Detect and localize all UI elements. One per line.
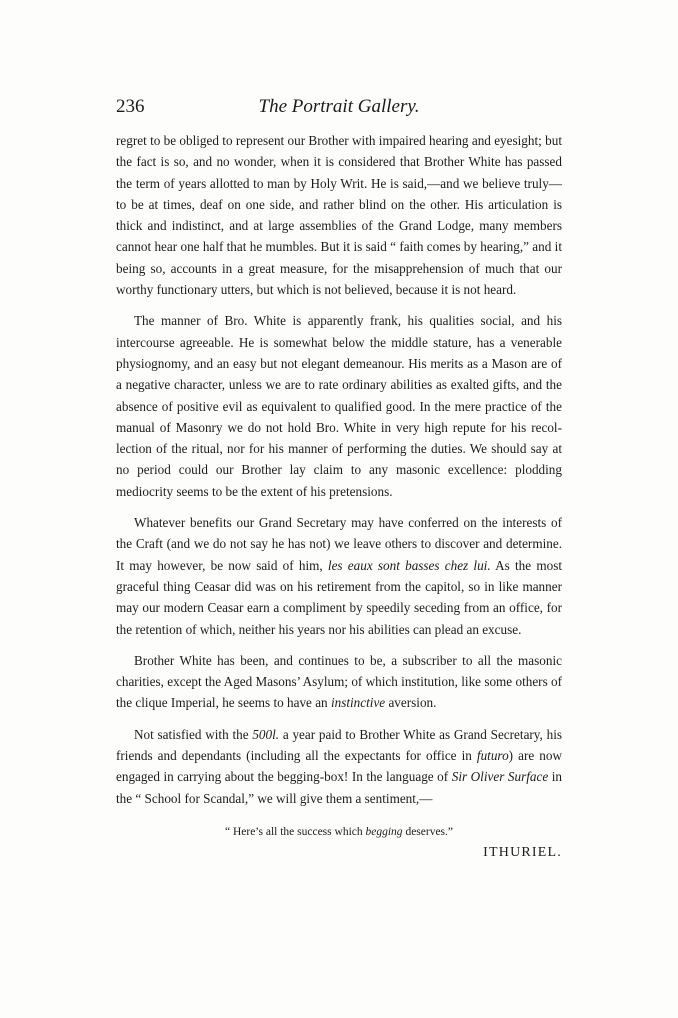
paragraph-4-text-b: aversion. <box>385 695 437 711</box>
paragraph-1 <box>116 130 562 300</box>
page-body <box>116 130 562 861</box>
closing-quote-text-b: deserves.” <box>402 825 454 838</box>
page-header <box>116 96 562 124</box>
running-title: The Portrait Gallery. <box>258 96 420 117</box>
paragraph-5-text-a: Not satisfied with the <box>134 726 253 742</box>
paragraph-5-futuro: futuro <box>476 748 509 764</box>
paragraph-3-text-b: As the most graceful thing Ceasar did was on his retirement from the capitol, so in like manner may our modern Ceasar earn a compliment by speedily seceding from an office, for the retention of which, neither his years nor his abilities can plead an excuse. <box>116 557 562 637</box>
closing-quote <box>116 823 562 841</box>
paragraph-3-text-a: Whatever benefits our Grand Secretary may have conferred on the interests of the Craft (and we do not say he has not) we leave others to discover and determine. It may however, be now said of him, <box>116 515 562 573</box>
paragraph-3-french-phrase: les eaux sont basses chez lui. <box>327 557 491 573</box>
paragraph-4 <box>116 650 562 714</box>
paragraph-5-text-c: ) are now engaged in carrying about the begging-box! In the language of <box>116 748 562 785</box>
paragraph-1-text-a: regret to be obliged to represent our Brother with impaired hearing and eyesight <box>116 133 539 148</box>
page-number: 236 <box>116 96 145 117</box>
paragraph-4-emphasis: instinctive <box>330 695 386 711</box>
paragraph-3 <box>116 512 562 640</box>
author-signature: ITHURIEL. <box>483 844 562 860</box>
paragraph-5-amount: 500l. <box>252 726 280 742</box>
closing-quote-emphasis: begging <box>365 825 403 838</box>
paragraph-5-text-b: a year paid to Brother White as Grand Secretary, his friends and dependants (including all the expectants for office in <box>116 726 562 764</box>
closing-quote-text-a: “ Here’s all the success which <box>224 825 366 838</box>
paragraph-4-text-a: Brother White has been, and continues to be, a subscriber to all the masonic charities, except the Aged Masons’ Asylum; of which institution, like some others of the clique Imperial, he seems to have an <box>116 652 562 711</box>
paragraph-5 <box>116 724 562 809</box>
paragraph-2: The manner of Bro. White is apparently frank, his qualities social, and his intercourse agreeable. He is somewhat below the middle stature, has a venerable physiognomy, and an easy but not elegant demeanour. His merits as a Mason are of a negative character, unless we are to rate ordinary abilities as exalted gifts, and the absence of positive evil as equivalent to qualified good. In the mere practice of the manual of Masonry we do not hold Bro. White in very high repute for his recollection of the ritual, nor for his manner of performing the duties. We should say at no period could our Brother lay claim to any masonic excellence: plodding mediocrity seems to be the extent of his pretensions. <box>116 313 562 499</box>
paragraph-5-character-name: Sir Oliver Surface <box>451 769 549 785</box>
paragraph-1-text-b: ; but the fact is so, and no wonder, when it is considered that Brother White has passed the term of years allotted to man by Holy Writ. He is said,—and we believe truly—to be at times, deaf on one side, and rather blind on the other. His articulation is thick and indistinct, and at large assemblies of the Grand Lodge, many members cannot hear one half that he mumbles. But it is said “ faith comes by hearing,” and it being so, accounts in a great measure, for the misapprehension of much that our worthy functionary utters, but which is not believed, because it is not heard. <box>116 133 562 298</box>
paragraph-5-text-d: in the “ School for Scandal,” we will give them a sentiment,— <box>116 769 562 806</box>
